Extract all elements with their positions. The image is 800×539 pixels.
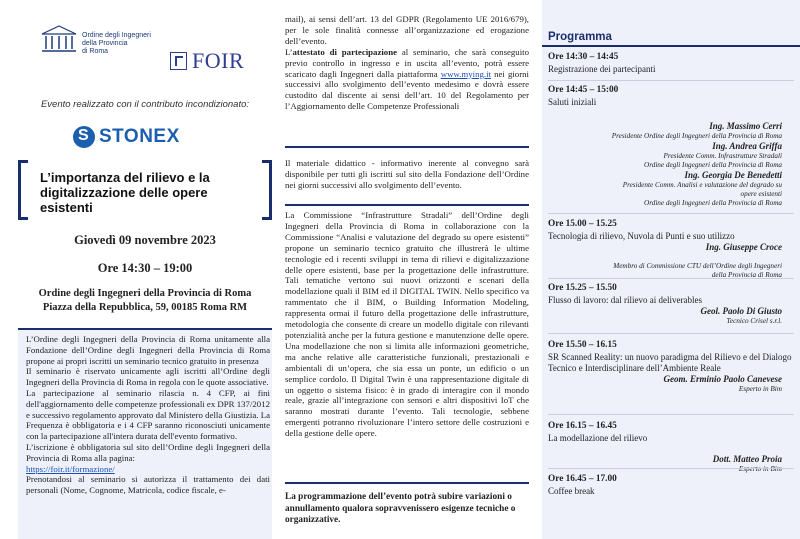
attestato-text-c: nei giorni successivi allo svolgimento dell’evento medesimo e dovrà essere custodito dal discente ai sensi dell’art. 10 del Regolamento per l’Aggiornamento delle Competenze Professionali [285,68,529,112]
slot-time: Ore 14:45 – 15:00 [548,85,619,95]
program-slot [548,421,794,474]
program-slot [548,219,794,280]
slot-title: Flusso di lavoro: dal rilievo ai deliverables [548,294,702,305]
slot-divider [548,278,794,279]
programma-rule [542,45,800,47]
slot-title: SR Scanned Reality: un nuovo paradigma del Rilievo e del Dialogo Tecnico e Interdisciplinare dell’Ambiente Reale [548,351,792,373]
attestato-paragraph [285,47,529,112]
speaker-name: Ing. Andrea Griffa [712,140,782,151]
info-paragraph: Prenotandosi al seminario si autorizza il trattamento dei dati personali (Nome, Cognome, Matricola, codice fiscale, e- [26,474,270,496]
attestato-text-a: L’ [285,46,293,57]
slot-time: Ore 14:30 – 14:45 [548,52,619,62]
mying-link[interactable]: www.mying.it [440,68,491,79]
attestato-bold: attestato di partecipazione [292,46,397,57]
info-paragraph: L’Ordine degli Ingegneri della Provincia di Roma unitamente alla Fondazione dell’Ordine degli Ingegneri della Provincia di Roma propone ai propri iscritti un seminario tecnico gratuito in presenza [26,334,270,366]
speaker-role: Ordine degli Ingegneri della Provincia di Roma [644,198,782,207]
programma-panel [542,0,800,539]
materiale-paragraph: Il materiale didattico - informativo inerente al convegno sarà disponibile per tutti gli iscritti sul sito della Fondazione dell’Ordine nei giorni successivi allo svolgimento dell’evento. [285,158,529,190]
speaker-role: Presidente Comm. Infrastrutture Stradali [663,151,782,160]
slot-title: Saluti iniziali [548,96,597,107]
speaker-role: Ordine degli Ingegneri della Provincia di Roma [644,160,782,169]
program-slot [548,340,794,394]
stonex-word: STONEX [99,126,180,147]
separator [285,482,529,484]
event-date: Giovedì 09 novembre 2023 [74,233,216,247]
slot-title: Registrazione dei partecipanti [548,63,656,74]
speaker [548,374,794,394]
program-slot [548,52,794,75]
speaker [548,306,794,326]
ordine-logo-line1: Ordine degli Ingegneri [82,32,151,39]
privacy-paragraph: mail), ai sensi dell’art. 13 del GDPR (Regolamento UE 2016/679), per le sole finalità connesse all’organizzazione ed erogazione dell’evento. [285,14,529,46]
ordine-logo-text [82,32,172,56]
foir-logo-icon [170,52,187,70]
title-bracket-right [262,160,272,220]
speaker [548,141,794,170]
contribution-line: Evento realizzato con il contributo incondizionato: [40,99,250,110]
slot-divider [548,333,794,334]
building-icon [40,24,78,54]
registration-link[interactable]: https://foir.it/formazione/ [26,463,115,474]
slot-title: La modellazione del rilievo [548,432,648,443]
info-paragraph: L’iscrizione è obbligatoria sul sito dell’Ordine degli Ingegneri della Provincia di Roma alla pagina: [26,441,270,463]
speaker-role: della Provincia di Roma [711,270,782,279]
speaker [548,170,794,208]
speaker-name: Ing. Georgia De Benedetti [684,169,782,180]
info-paragraph: Il seminario è riservato unicamente agli iscritti all’Ordine degli Ingegneri della Provincia di Roma in regola con le quote associative. [26,366,270,388]
speaker [548,121,794,141]
speaker-name: Ing. Massimo Cerri [709,120,782,131]
speaker-name: Geom. Erminio Paolo Canevese [663,373,782,384]
speaker [548,242,794,253]
speaker-role: Presidente Comm. Analisi e valutazione del degrado su [622,180,782,189]
speaker-role: Tecnico Crisel s.r.l. [726,316,782,325]
slot-time: Ore 16.45 – 17.00 [548,474,617,484]
speaker-role [548,465,782,474]
attestato-text-b: al seminario, che sarà conseguito previo controllo in ingresso e in uscita all’evento, potrà essere scaricato dagli Ingegneri dalla piattaforma [285,46,529,79]
slot-divider [548,213,794,214]
ordine-logo-line3: di Roma [82,48,109,55]
speaker [548,262,794,280]
separator [285,146,529,148]
event-time: Ore 14:30 – 19:00 [97,261,193,275]
speaker-role: Esperto in Bim [738,384,782,393]
slot-divider [548,80,794,81]
slot-title: Tecnologia di rilievo, Nuvola di Punti e suo utilizzo [548,230,735,241]
event-title: L’importanza del rilievo e la digitalizzazione delle opere esistenti [40,170,210,215]
venue-line2: Piazza della Repubblica, 59, 00185 Roma RM [42,302,248,313]
program-slot [548,283,794,326]
disclaimer-paragraph: La programmazione dell’evento potrà subire variazioni o annullamento qualora sopravvenissero esigenze tecniche o organizzative. [285,492,516,525]
title-bracket-left [18,160,28,220]
middle-column [285,0,529,539]
slot-divider [548,468,794,469]
slot-time: Ore 15.50 – 16.15 [548,340,617,350]
foir-logo [170,48,270,78]
stonex-icon [73,126,95,148]
slot-time: Ore 15.00 – 15.25 [548,219,617,229]
slot-title: Coffee break [548,485,595,496]
foir-logo-word: FOIR [192,48,245,73]
privacy-and-attestato [285,14,529,112]
ordine-logo-line2: della Provincia [82,40,128,47]
separator [285,204,529,206]
slot-time: Ore 15.25 – 15.50 [548,283,617,293]
speaker-name: Ing. Giuseppe Croce [705,241,782,252]
description-paragraph: La Commissione “Infrastrutture Stradali” dell’Ordine degli Ingegneri della Provincia di Roma in collaborazione con la Commissione “Analisi e valutazione del degrado su opere esistenti” propone un seminario tecnico gratuito che illustrerà le ultime tecnologie ed i recenti sviluppi in tema di rilievi e digitalizzazione delle opere esistenti, base per la progettazione delle infrastrutture. Tali tematiche vertono sui nuovi orizzonti e scenari della modellazione quali il BIM ed il DIGITAL TWIN. Nello specifico va rammentato che il BIM, o Building Information Modeling, rappresenta ormai il futuro della progettazione delle infrastrutture, metodologia che consente di creare un modello digitale con rilevanti potenzialità anche per la futura gestione e manutenzione delle opere. Una modellazione che non si limita alle informazioni geometriche, ma anche relative alle caratteristiche funzionali, prestazionali e ambientali di un’opera, che sia essa un ponte, un edificio o un semplice cordolo. Il Digital Twin è una rappresentazione digitale di un oggetto o sistema fisico: è in grado di interagire con il mondo reale, grazie all’integrazione con sensori e altri dispositivi IoT che saranno mostrati durante l’evento. Tali tecnologie, sebbene emergenti potranno rivoluzionare l’intero settore delle costruzioni e della gestione delle opere. [285,210,529,439]
info-paragraph: La partecipazione al seminario rilascia n. 4 CFP, ai fini dell'aggiornamento delle competenze professionali ex DPR 137/2012 e successivo regolamento approvato dal Ministero della Giustizia. La Frequenza è obbligatoria e i 4 CFP saranno riconosciuti unicamente con la partecipazione all'intera durata dell'evento formativo. [26,387,270,442]
event-venue [18,287,272,315]
info-paragraphs [26,334,270,496]
programma-heading: Programma [548,31,612,43]
venue-line1: Ordine degli Ingegneri della Provincia di Roma [38,288,252,299]
speaker-role: opere esistenti [740,189,782,198]
left-column [18,0,272,539]
program-slot [548,85,794,208]
speaker [548,454,794,474]
program-slot [548,474,794,497]
speaker-name: Geol. Paolo Di Giusto [700,305,782,316]
slot-time: Ore 16.15 – 16.45 [548,421,617,431]
speaker-name: Dott. Matteo Proia [712,453,782,464]
speaker-role: Membro di Commissione CTU dell’Ordine degli Ingegneri [613,261,782,270]
speaker-role: Presidente Ordine degli Ingegneri della Provincia di Roma [611,131,782,140]
slot-divider [548,414,794,415]
ordine-logo [40,24,160,74]
